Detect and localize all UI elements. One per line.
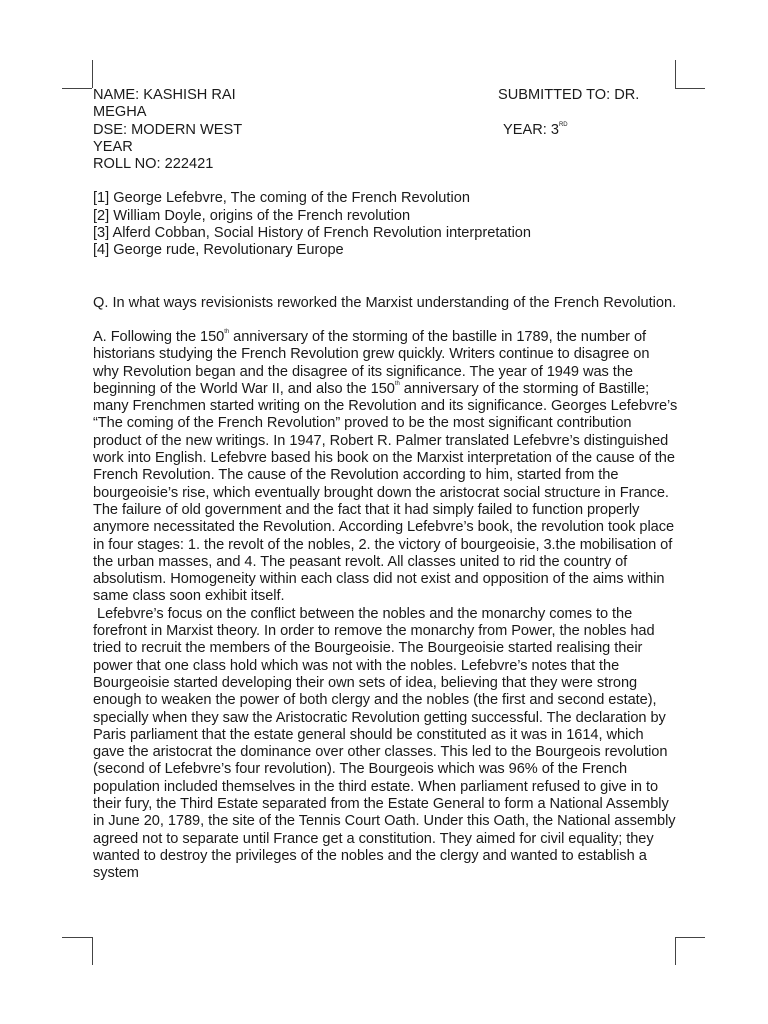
answer-p1-part-b: anniversary of the storming of the bastille in 1789, the number of historians studying the French Revolution grew quickly. Writers continue to disagree on why Revolution began and the disagree of its significance. The year of 1949 was the beginning of the World War II, and also the 150: [93, 328, 650, 397]
year-superscript: RD: [558, 121, 568, 128]
year-continued: YEAR: [93, 138, 133, 155]
student-name: NAME: KASHISH RAI: [93, 87, 236, 103]
answer-text: [93, 329, 678, 883]
reference-item: [1] George Lefebvre, The coming of the French Revolution: [93, 190, 470, 207]
question-text: Q. In what ways revisionists reworked the Marxist understanding of the French Revolution.: [93, 294, 677, 311]
year-label: YEAR: 3: [503, 121, 559, 138]
submitted-to: SUBMITTED TO: DR.: [498, 87, 640, 103]
document-body: [93, 87, 678, 882]
references-list: [93, 190, 678, 259]
reference-item: [2] William Doyle, origins of the French revolution: [93, 207, 411, 224]
ordinal-superscript: th: [224, 328, 230, 335]
ordinal-superscript: th: [394, 380, 400, 387]
submitted-to-continued: MEGHA: [93, 104, 147, 121]
reference-item: [4] George rude, Revolutionary Europe: [93, 242, 344, 259]
answer-paragraph-2: Lefebvre’s focus on the conflict between the nobles and the monarchy comes to the forefront in Marxist theory. In order to remove the monarchy from Power, the nobles had tried to recruit the members of the Bourgeoisie. The Bourgeoisie started realising their power that one class hold which was not with the nobles. Lefebvre’s notes that the Bourgeoisie started developing their own sets of idea, believing that they were strong enough to weaken the power of both clergy and the nobles (the first and second estate), specially when they saw the Aristocratic Revolution getting successful. The declaration by Paris parliament that the estate general should be constituted as it was in 1614, which gave the aristocrat the dominance over other classes. This led to the Bourgeois revolution (second of Lefebvre’s four revolution). The Bourgeois which was 96% of the French population included themselves in the third estate. When parliament refused to give in to their fury, the Third Estate separated from the Estate General to form a National Assembly in June 20, 1789, the site of the Tennis Court Oath. Under this Oath, the National assembly agreed not to separate until France get a constitution. They aimed for civil equality; they wanted to destroy the privileges of the nobles and the clergy and wanted to establish a system: [93, 605, 676, 882]
answer-p1-part-a: A. Following the 150: [93, 328, 225, 345]
header-row-1: [93, 87, 678, 104]
answer-paragraph-1: [93, 329, 678, 606]
header-row-2: [93, 122, 678, 139]
year: [503, 122, 568, 139]
answer-p1-part-c: anniversary of the storming of Bastille; many Frenchmen started writing on the Revolution and its significance. Georges Lefebvre’s “The coming of the French Revolution” proved to be the most significant contribution product of the new writings. In 1947, Robert R. Palmer translated Lefebvre’s distinguished work into English. Lefebvre based his book on the Marxist interpretation of the cause of the French Revolution. The cause of the Revolution according to him, started from the bourgeoisie’s rise, which eventually brought down the aristocrat social structure in France. The failure of old government and the fact that it had simply failed to function properly anymore necessitated the Revolution. According Lefebvre’s book, the revolution took place in four stages: 1. the revolt of the nobles, 2. the victory of bourgeoisie, 3.the mobilisation of the urban masses, and 4. The peasant revolt. All classes united to rid the country of absolutism. Homogeneity within each class did not exist and opposition of the aims within same class soon exhibit itself.: [93, 380, 678, 605]
dse-course: DSE: MODERN WEST: [93, 121, 243, 138]
reference-item: [3] Alferd Cobban, Social History of French Revolution interpretation: [93, 225, 532, 242]
roll-number: ROLL NO: 222421: [93, 156, 214, 173]
